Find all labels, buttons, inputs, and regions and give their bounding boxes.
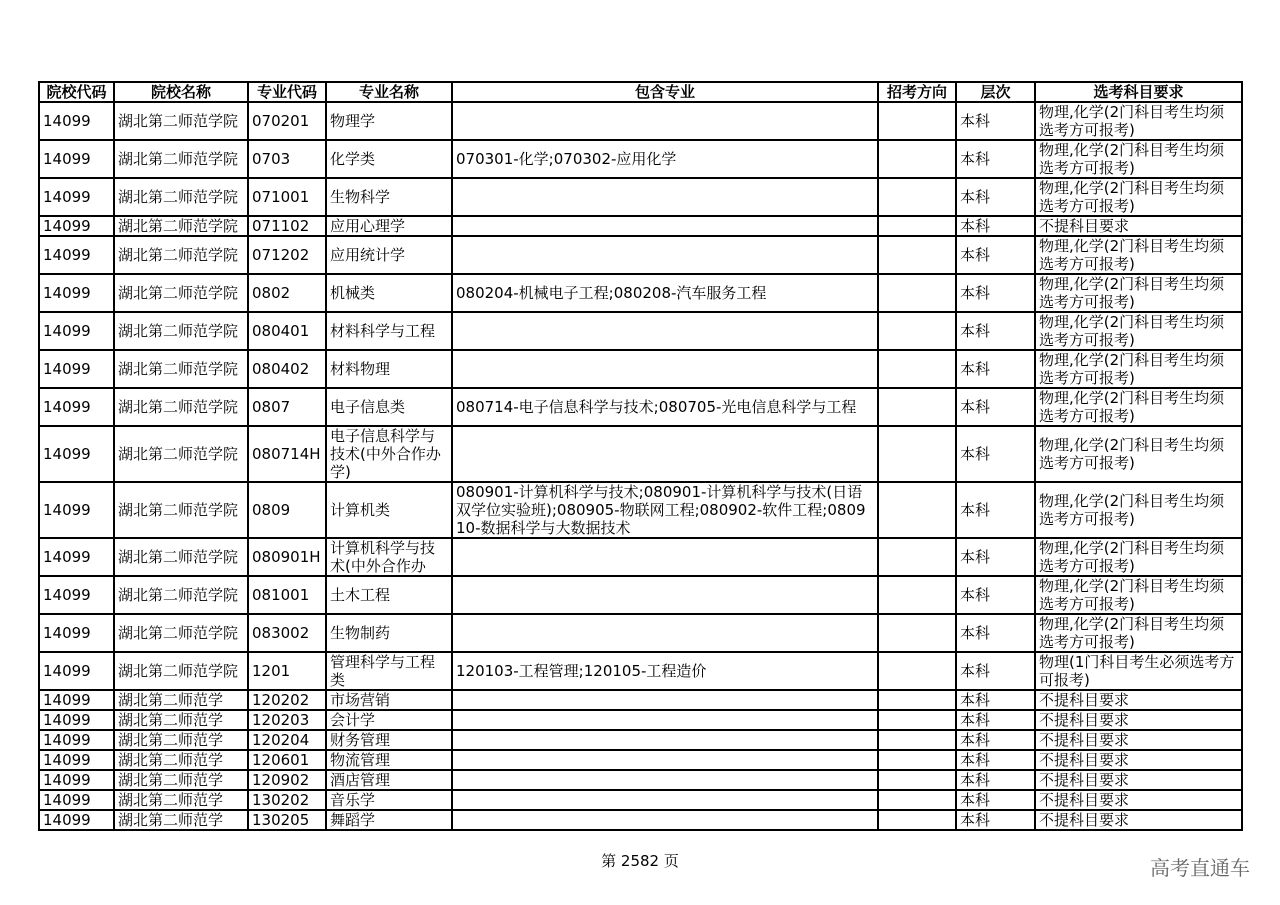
cell-included-majors: 080901-计算机科学与技术;080901-计算机科学与技术(日语双学位实验班);080905-物联网工程;080902-软件工程;080910-数据科学与大数据技术 — [452, 482, 878, 538]
cell-school-code: 14099 — [39, 750, 114, 770]
table-row — [39, 482, 1242, 538]
major-requirements-table — [38, 81, 1243, 831]
header-subject-requirement: 选考科目要求 — [1035, 82, 1242, 102]
cell-level: 本科 — [956, 236, 1035, 274]
cell-direction — [878, 178, 956, 216]
cell-school-name: 湖北第二师范学院 — [114, 216, 248, 236]
header-major-code: 专业代码 — [248, 82, 326, 102]
cell-subject-requirement: 物理,化学(2门科目考生均须选考方可报考) — [1035, 614, 1242, 652]
cell-major-code: 0703 — [248, 140, 326, 178]
cell-level: 本科 — [956, 710, 1035, 730]
table-body — [39, 102, 1242, 830]
header-school-code: 院校代码 — [39, 82, 114, 102]
cell-major-name: 计算机类 — [326, 482, 452, 538]
cell-included-majors: 080204-机械电子工程;080208-汽车服务工程 — [452, 274, 878, 312]
cell-major-code: 120203 — [248, 710, 326, 730]
cell-school-code: 14099 — [39, 312, 114, 350]
cell-major-name: 音乐学 — [326, 790, 452, 810]
cell-school-code: 14099 — [39, 810, 114, 830]
cell-included-majors — [452, 770, 878, 790]
cell-school-name: 湖北第二师范学 — [114, 710, 248, 730]
cell-major-name: 化学类 — [326, 140, 452, 178]
cell-school-name: 湖北第二师范学 — [114, 690, 248, 710]
table-row — [39, 810, 1242, 830]
cell-major-code: 080401 — [248, 312, 326, 350]
table-row — [39, 140, 1242, 178]
table-row — [39, 690, 1242, 710]
cell-level: 本科 — [956, 216, 1035, 236]
cell-subject-requirement: 物理,化学(2门科目考生均须选考方可报考) — [1035, 236, 1242, 274]
cell-major-name: 土木工程 — [326, 576, 452, 614]
cell-school-code: 14099 — [39, 770, 114, 790]
cell-school-name: 湖北第二师范学 — [114, 790, 248, 810]
cell-major-code: 081001 — [248, 576, 326, 614]
cell-included-majors: 120103-工程管理;120105-工程造价 — [452, 652, 878, 690]
cell-direction — [878, 538, 956, 576]
header-direction: 招考方向 — [878, 82, 956, 102]
cell-included-majors — [452, 426, 878, 482]
cell-major-name: 电子信息科学与技术(中外合作办学) — [326, 426, 452, 482]
cell-included-majors: 080714-电子信息科学与技术;080705-光电信息科学与工程 — [452, 388, 878, 426]
cell-direction — [878, 710, 956, 730]
cell-major-name: 应用心理学 — [326, 216, 452, 236]
cell-subject-requirement: 物理,化学(2门科目考生均须选考方可报考) — [1035, 426, 1242, 482]
cell-included-majors — [452, 312, 878, 350]
cell-level: 本科 — [956, 388, 1035, 426]
table-row — [39, 770, 1242, 790]
header-included-majors: 包含专业 — [452, 82, 878, 102]
cell-subject-requirement: 物理,化学(2门科目考生均须选考方可报考) — [1035, 274, 1242, 312]
cell-school-name: 湖北第二师范学院 — [114, 312, 248, 350]
cell-major-code: 130205 — [248, 810, 326, 830]
cell-level: 本科 — [956, 730, 1035, 750]
cell-subject-requirement: 物理,化学(2门科目考生均须选考方可报考) — [1035, 576, 1242, 614]
cell-included-majors — [452, 538, 878, 576]
cell-school-name: 湖北第二师范学院 — [114, 652, 248, 690]
cell-subject-requirement: 不提科目要求 — [1035, 790, 1242, 810]
cell-direction — [878, 102, 956, 140]
cell-level: 本科 — [956, 538, 1035, 576]
page-number: 第 2582 页 — [601, 852, 679, 870]
cell-school-code: 14099 — [39, 350, 114, 388]
cell-level: 本科 — [956, 810, 1035, 830]
cell-school-code: 14099 — [39, 178, 114, 216]
cell-school-name: 湖北第二师范学院 — [114, 388, 248, 426]
cell-subject-requirement: 不提科目要求 — [1035, 710, 1242, 730]
table-row — [39, 750, 1242, 770]
cell-subject-requirement: 物理,化学(2门科目考生均须选考方可报考) — [1035, 140, 1242, 178]
cell-direction — [878, 790, 956, 810]
cell-level: 本科 — [956, 426, 1035, 482]
cell-included-majors — [452, 216, 878, 236]
header-school-name: 院校名称 — [114, 82, 248, 102]
cell-major-code: 120601 — [248, 750, 326, 770]
cell-major-name: 物流管理 — [326, 750, 452, 770]
cell-level: 本科 — [956, 652, 1035, 690]
cell-major-code: 1201 — [248, 652, 326, 690]
cell-subject-requirement: 不提科目要求 — [1035, 730, 1242, 750]
table-header-row — [39, 82, 1242, 102]
cell-subject-requirement: 不提科目要求 — [1035, 810, 1242, 830]
cell-school-code: 14099 — [39, 790, 114, 810]
cell-school-code: 14099 — [39, 216, 114, 236]
cell-direction — [878, 274, 956, 312]
cell-included-majors — [452, 810, 878, 830]
cell-included-majors: 070301-化学;070302-应用化学 — [452, 140, 878, 178]
cell-included-majors — [452, 350, 878, 388]
table-row — [39, 388, 1242, 426]
header-level: 层次 — [956, 82, 1035, 102]
cell-direction — [878, 312, 956, 350]
cell-school-code: 14099 — [39, 236, 114, 274]
table-row — [39, 538, 1242, 576]
watermark: 高考直通车 — [1150, 856, 1250, 880]
cell-school-code: 14099 — [39, 614, 114, 652]
cell-major-name: 机械类 — [326, 274, 452, 312]
cell-major-code: 080714H — [248, 426, 326, 482]
cell-direction — [878, 770, 956, 790]
cell-major-name: 生物制药 — [326, 614, 452, 652]
cell-subject-requirement: 不提科目要求 — [1035, 690, 1242, 710]
cell-school-name: 湖北第二师范学院 — [114, 140, 248, 178]
cell-included-majors — [452, 576, 878, 614]
cell-subject-requirement: 不提科目要求 — [1035, 750, 1242, 770]
cell-included-majors — [452, 102, 878, 140]
cell-direction — [878, 652, 956, 690]
cell-school-code: 14099 — [39, 274, 114, 312]
cell-school-name: 湖北第二师范学 — [114, 770, 248, 790]
cell-school-name: 湖北第二师范学院 — [114, 576, 248, 614]
cell-major-name: 材料物理 — [326, 350, 452, 388]
cell-major-name: 应用统计学 — [326, 236, 452, 274]
cell-level: 本科 — [956, 614, 1035, 652]
cell-school-name: 湖北第二师范学院 — [114, 614, 248, 652]
table-row — [39, 312, 1242, 350]
cell-major-name: 材料科学与工程 — [326, 312, 452, 350]
cell-subject-requirement: 物理,化学(2门科目考生均须选考方可报考) — [1035, 178, 1242, 216]
cell-major-code: 0802 — [248, 274, 326, 312]
cell-major-code: 071001 — [248, 178, 326, 216]
cell-direction — [878, 614, 956, 652]
cell-subject-requirement: 物理,化学(2门科目考生均须选考方可报考) — [1035, 538, 1242, 576]
cell-level: 本科 — [956, 750, 1035, 770]
cell-direction — [878, 730, 956, 750]
cell-included-majors — [452, 710, 878, 730]
cell-subject-requirement: 不提科目要求 — [1035, 770, 1242, 790]
cell-major-code: 0809 — [248, 482, 326, 538]
table-row — [39, 652, 1242, 690]
table-row — [39, 236, 1242, 274]
cell-subject-requirement: 不提科目要求 — [1035, 216, 1242, 236]
cell-included-majors — [452, 178, 878, 216]
cell-school-name: 湖北第二师范学院 — [114, 426, 248, 482]
table-row — [39, 178, 1242, 216]
cell-included-majors — [452, 236, 878, 274]
cell-school-code: 14099 — [39, 730, 114, 750]
cell-level: 本科 — [956, 790, 1035, 810]
cell-major-name: 生物科学 — [326, 178, 452, 216]
cell-school-code: 14099 — [39, 690, 114, 710]
cell-major-name: 市场营销 — [326, 690, 452, 710]
cell-subject-requirement: 物理,化学(2门科目考生均须选考方可报考) — [1035, 312, 1242, 350]
cell-included-majors — [452, 730, 878, 750]
cell-school-name: 湖北第二师范学院 — [114, 538, 248, 576]
cell-major-code: 071202 — [248, 236, 326, 274]
cell-school-name: 湖北第二师范学 — [114, 810, 248, 830]
cell-major-code: 0807 — [248, 388, 326, 426]
cell-school-code: 14099 — [39, 102, 114, 140]
cell-major-name: 舞蹈学 — [326, 810, 452, 830]
cell-major-code: 083002 — [248, 614, 326, 652]
cell-subject-requirement: 物理(1门科目考生必须选考方可报考) — [1035, 652, 1242, 690]
cell-level: 本科 — [956, 482, 1035, 538]
cell-subject-requirement: 物理,化学(2门科目考生均须选考方可报考) — [1035, 388, 1242, 426]
table-row — [39, 102, 1242, 140]
cell-level: 本科 — [956, 140, 1035, 178]
cell-major-name: 财务管理 — [326, 730, 452, 750]
cell-direction — [878, 426, 956, 482]
header-major-name: 专业名称 — [326, 82, 452, 102]
table-row — [39, 216, 1242, 236]
cell-school-name: 湖北第二师范学院 — [114, 178, 248, 216]
cell-level: 本科 — [956, 690, 1035, 710]
cell-major-code: 130202 — [248, 790, 326, 810]
cell-major-code: 070201 — [248, 102, 326, 140]
cell-major-name: 管理科学与工程类 — [326, 652, 452, 690]
cell-direction — [878, 690, 956, 710]
cell-subject-requirement: 物理,化学(2门科目考生均须选考方可报考) — [1035, 482, 1242, 538]
cell-school-name: 湖北第二师范学 — [114, 730, 248, 750]
table-row — [39, 576, 1242, 614]
cell-school-name: 湖北第二师范学院 — [114, 236, 248, 274]
cell-school-code: 14099 — [39, 652, 114, 690]
cell-school-code: 14099 — [39, 482, 114, 538]
cell-direction — [878, 350, 956, 388]
cell-level: 本科 — [956, 312, 1035, 350]
cell-level: 本科 — [956, 274, 1035, 312]
cell-direction — [878, 140, 956, 178]
cell-major-code: 120902 — [248, 770, 326, 790]
cell-direction — [878, 388, 956, 426]
cell-major-code: 071102 — [248, 216, 326, 236]
cell-school-name: 湖北第二师范学院 — [114, 350, 248, 388]
cell-major-code: 080901H — [248, 538, 326, 576]
cell-direction — [878, 216, 956, 236]
cell-direction — [878, 482, 956, 538]
cell-major-code: 120202 — [248, 690, 326, 710]
cell-major-code: 080402 — [248, 350, 326, 388]
table-row — [39, 730, 1242, 750]
cell-school-name: 湖北第二师范学院 — [114, 274, 248, 312]
cell-included-majors — [452, 614, 878, 652]
cell-school-code: 14099 — [39, 388, 114, 426]
cell-level: 本科 — [956, 350, 1035, 388]
cell-subject-requirement: 物理,化学(2门科目考生均须选考方可报考) — [1035, 350, 1242, 388]
cell-major-name: 物理学 — [326, 102, 452, 140]
table-row — [39, 426, 1242, 482]
cell-school-name: 湖北第二师范学院 — [114, 482, 248, 538]
table-row — [39, 350, 1242, 388]
cell-major-name: 计算机科学与技术(中外合作办 — [326, 538, 452, 576]
cell-level: 本科 — [956, 178, 1035, 216]
cell-major-name: 酒店管理 — [326, 770, 452, 790]
cell-subject-requirement: 物理,化学(2门科目考生均须选考方可报考) — [1035, 102, 1242, 140]
cell-direction — [878, 236, 956, 274]
table-row — [39, 614, 1242, 652]
cell-level: 本科 — [956, 576, 1035, 614]
cell-major-code: 120204 — [248, 730, 326, 750]
cell-school-code: 14099 — [39, 710, 114, 730]
cell-included-majors — [452, 790, 878, 810]
cell-major-name: 电子信息类 — [326, 388, 452, 426]
table-row — [39, 790, 1242, 810]
cell-school-name: 湖北第二师范学 — [114, 750, 248, 770]
cell-school-code: 14099 — [39, 426, 114, 482]
table-row — [39, 274, 1242, 312]
cell-school-code: 14099 — [39, 140, 114, 178]
cell-included-majors — [452, 690, 878, 710]
cell-school-name: 湖北第二师范学院 — [114, 102, 248, 140]
cell-school-code: 14099 — [39, 576, 114, 614]
cell-direction — [878, 750, 956, 770]
table-row — [39, 710, 1242, 730]
cell-level: 本科 — [956, 102, 1035, 140]
cell-direction — [878, 576, 956, 614]
cell-direction — [878, 810, 956, 830]
cell-level: 本科 — [956, 770, 1035, 790]
cell-included-majors — [452, 750, 878, 770]
cell-major-name: 会计学 — [326, 710, 452, 730]
cell-school-code: 14099 — [39, 538, 114, 576]
